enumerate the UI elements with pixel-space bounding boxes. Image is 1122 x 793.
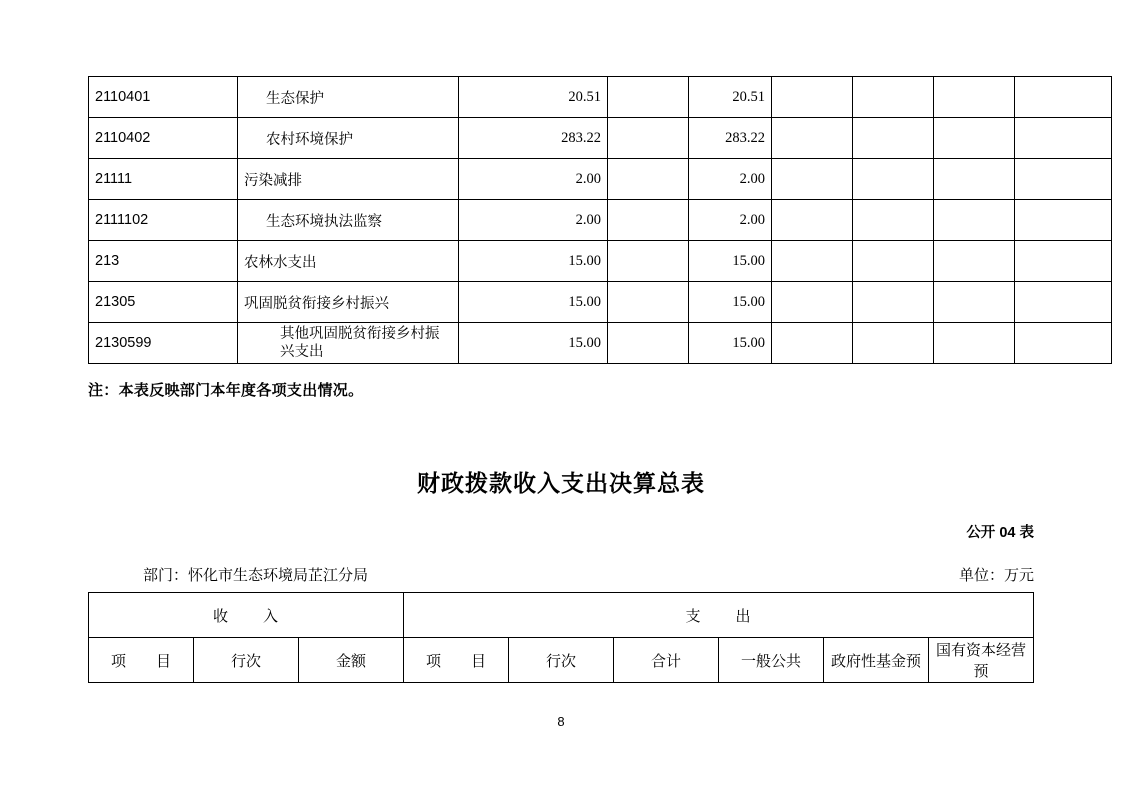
row-extra-1: [772, 282, 853, 323]
row-name: [238, 118, 459, 159]
row-amount: 15.00: [689, 282, 772, 323]
expenditure-table: [88, 76, 1112, 364]
row-name: [238, 241, 459, 282]
row-name: [238, 282, 459, 323]
row-extra-3: [934, 118, 1015, 159]
expenditure-table-body: [89, 77, 1112, 364]
row-extra-2: [853, 241, 934, 282]
row-name: [238, 323, 459, 364]
row-blank-1: [608, 159, 689, 200]
row-name-text: 农林水支出: [244, 254, 317, 271]
row-extra-3: [934, 241, 1015, 282]
row-code: 2110402: [89, 118, 238, 159]
row-amount: 2.00: [689, 159, 772, 200]
table-row: [89, 323, 1112, 364]
row-total: 20.51: [459, 77, 608, 118]
col-header-expense-general: 一般公共: [719, 638, 824, 683]
row-code: 2130599: [89, 323, 238, 364]
table-row: [89, 282, 1112, 323]
row-blank-1: [608, 323, 689, 364]
table-row: [89, 159, 1112, 200]
table-row: [89, 241, 1112, 282]
row-extra-1: [772, 77, 853, 118]
table-row: [89, 77, 1112, 118]
row-extra-1: [772, 323, 853, 364]
row-total: 15.00: [459, 241, 608, 282]
row-blank-1: [608, 77, 689, 118]
page-number: 8: [557, 714, 565, 729]
table-row: [89, 118, 1112, 159]
row-blank-1: [608, 282, 689, 323]
row-name-text: 巩固脱贫衔接乡村振兴: [244, 295, 389, 312]
row-extra-3: [934, 323, 1015, 364]
row-extra-2: [853, 159, 934, 200]
col-header-income-line: 行次: [194, 638, 299, 683]
row-extra-2: [853, 118, 934, 159]
row-total: 15.00: [459, 323, 608, 364]
row-amount: 2.00: [689, 200, 772, 241]
row-name-text: 生态环境执法监察: [266, 213, 382, 230]
row-blank-1: [608, 200, 689, 241]
row-extra-1: [772, 118, 853, 159]
row-extra-4: [1015, 241, 1112, 282]
row-amount: 283.22: [689, 118, 772, 159]
row-name-text: 其他巩固脱贫衔接乡村振兴支出: [280, 325, 440, 360]
table-row: [89, 200, 1112, 241]
row-extra-2: [853, 200, 934, 241]
row-extra-4: [1015, 118, 1112, 159]
row-extra-4: [1015, 159, 1112, 200]
fiscal-summary-table-body: [89, 593, 1034, 683]
row-extra-1: [772, 200, 853, 241]
row-blank-1: [608, 118, 689, 159]
col-header-expense-item: 项 目: [404, 638, 509, 683]
row-amount: 15.00: [689, 323, 772, 364]
row-extra-3: [934, 282, 1015, 323]
row-total: 2.00: [459, 200, 608, 241]
row-name-text: 污染减排: [244, 172, 302, 189]
page-title: 财政拨款收入支出决算总表: [417, 470, 705, 496]
row-extra-2: [853, 323, 934, 364]
row-name-text: 生态保护: [266, 90, 324, 107]
row-total: 283.22: [459, 118, 608, 159]
row-extra-4: [1015, 323, 1112, 364]
row-total: 15.00: [459, 282, 608, 323]
col-header-income-amount: 金额: [299, 638, 404, 683]
row-name: [238, 200, 459, 241]
row-amount: 15.00: [689, 241, 772, 282]
row-extra-4: [1015, 200, 1112, 241]
row-code: 21305: [89, 282, 238, 323]
row-extra-1: [772, 241, 853, 282]
row-amount: 20.51: [689, 77, 772, 118]
row-extra-2: [853, 282, 934, 323]
row-code: 2111102: [89, 200, 238, 241]
row-extra-2: [853, 77, 934, 118]
row-extra-4: [1015, 77, 1112, 118]
col-header-expense-soe: 国有资本经营预: [929, 638, 1034, 683]
table-column-header-row: [89, 638, 1034, 683]
col-header-expense-fund: 政府性基金预: [824, 638, 929, 683]
row-name: [238, 159, 459, 200]
row-blank-1: [608, 241, 689, 282]
row-extra-1: [772, 159, 853, 200]
row-extra-4: [1015, 282, 1112, 323]
row-total: 2.00: [459, 159, 608, 200]
unit-label: 单位：万元: [958, 568, 1034, 584]
row-name-text: 农村环境保护: [266, 131, 353, 148]
row-extra-3: [934, 159, 1015, 200]
row-extra-3: [934, 200, 1015, 241]
row-code: 2110401: [89, 77, 238, 118]
department-label: 部门：怀化市生态环境局芷江分局: [143, 568, 369, 584]
col-header-expense-total: 合计: [614, 638, 719, 683]
fiscal-summary-table: [88, 592, 1034, 683]
row-name: [238, 77, 459, 118]
row-extra-3: [934, 77, 1015, 118]
table-group-header-row: [89, 593, 1034, 638]
group-header-expense: 支 出: [404, 593, 1034, 638]
col-header-income-item: 项 目: [89, 638, 194, 683]
row-code: 21111: [89, 159, 238, 200]
row-code: 213: [89, 241, 238, 282]
col-header-expense-line: 行次: [509, 638, 614, 683]
table-note: 注：本表反映部门本年度各项支出情况。: [88, 382, 364, 399]
group-header-income: 收 入: [89, 593, 404, 638]
form-number: 公开 04 表: [966, 525, 1034, 541]
